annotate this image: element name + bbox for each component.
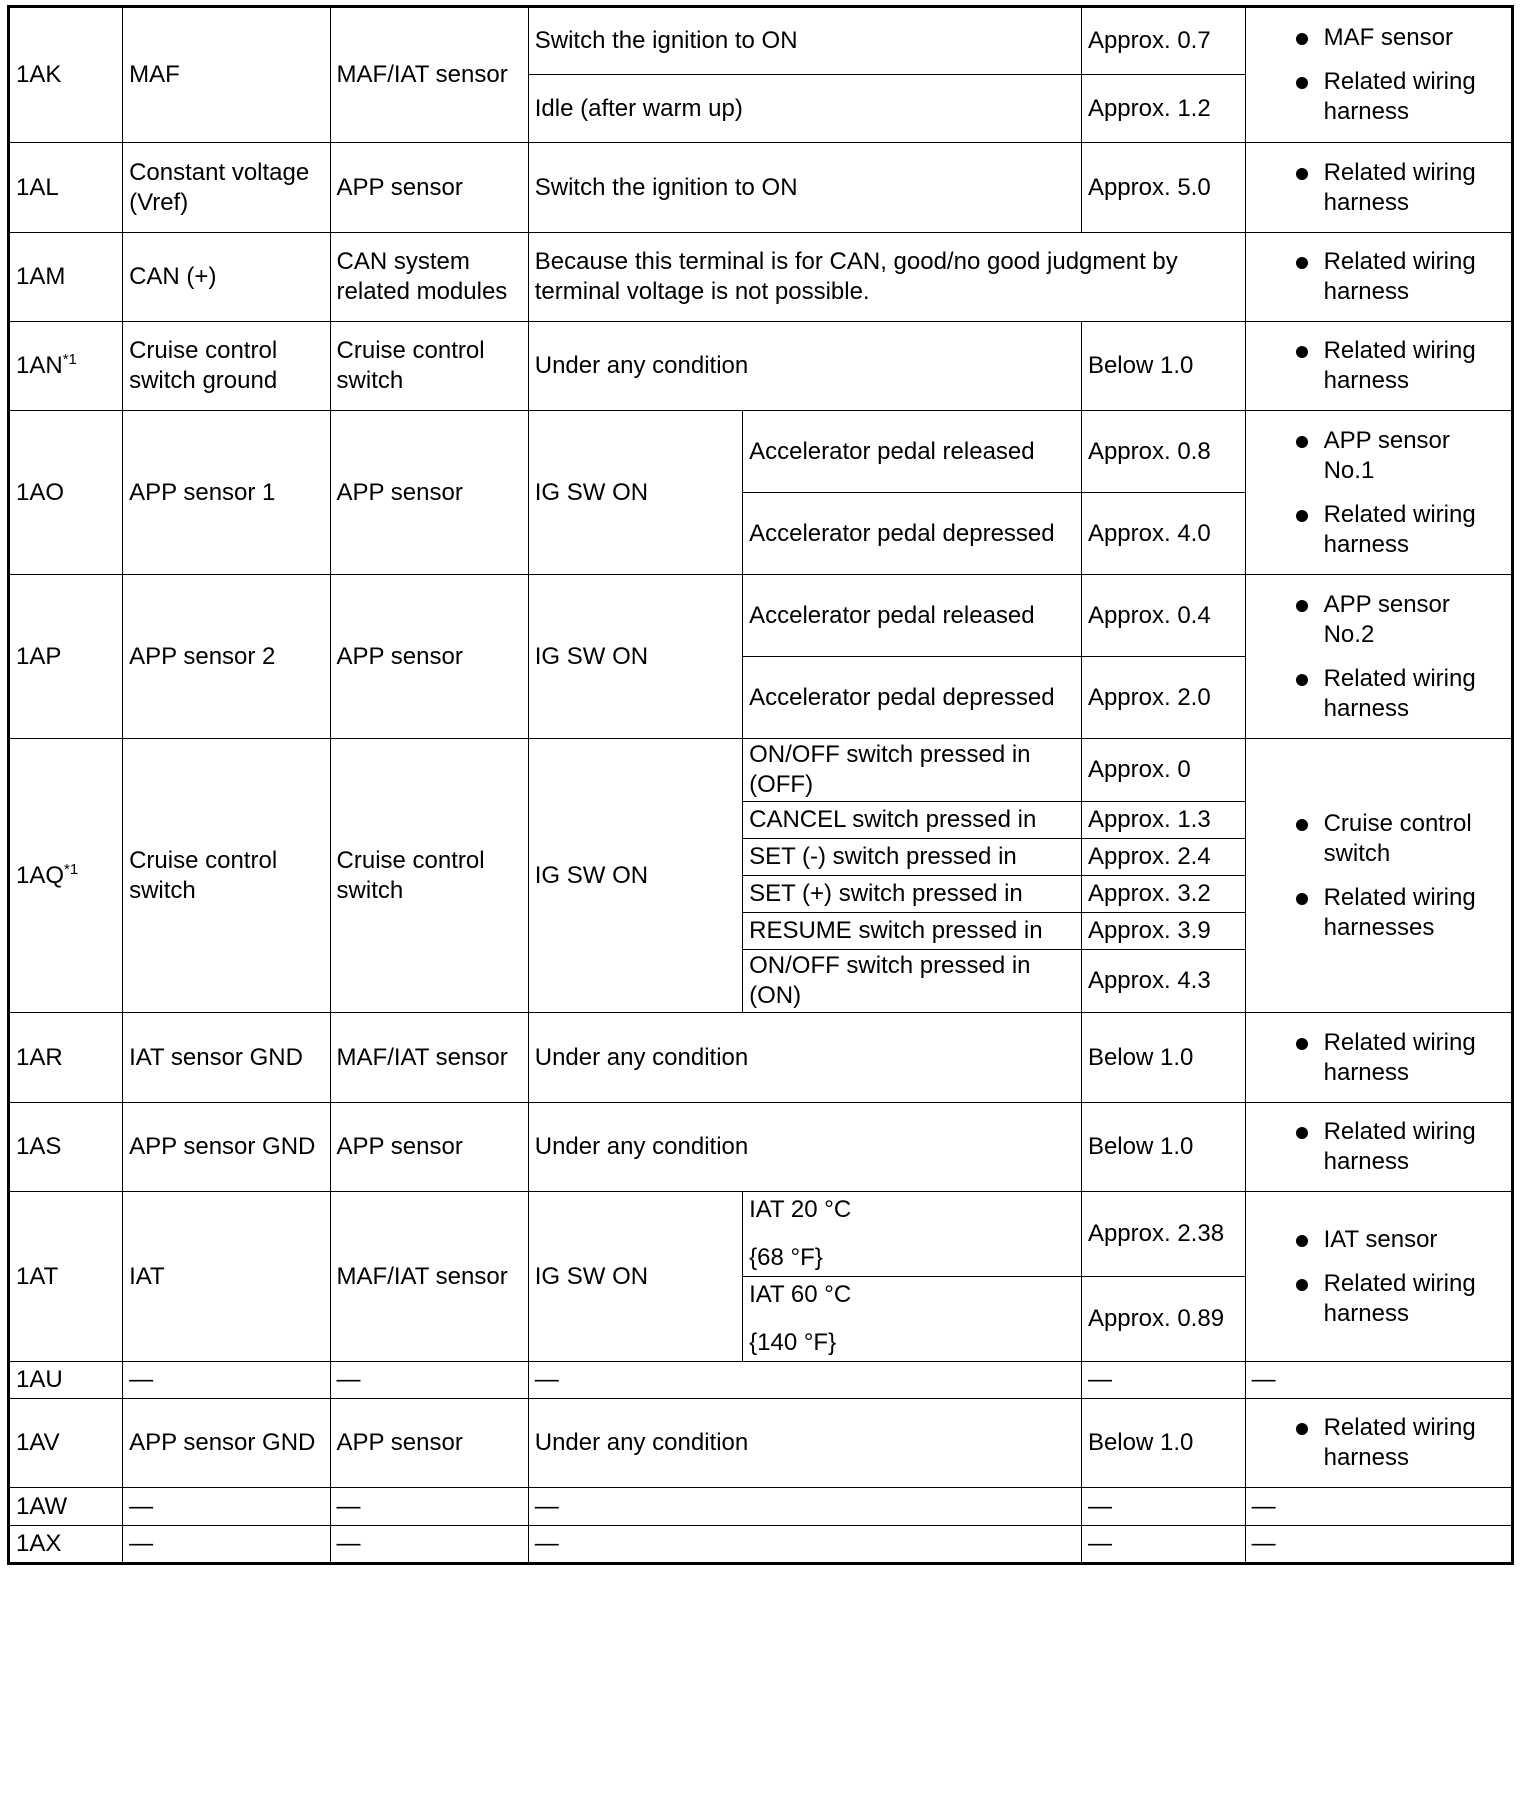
inspection-item-cell bbox=[1245, 1013, 1512, 1103]
footnote-marker: *1 bbox=[62, 351, 77, 368]
terminal-cell: 1AL bbox=[9, 143, 123, 233]
condition-cell: — bbox=[528, 1526, 1081, 1564]
signal-cell: APP sensor GND bbox=[123, 1399, 330, 1488]
bullet-icon bbox=[1296, 257, 1308, 269]
inspection-item-cell bbox=[1245, 322, 1512, 411]
inspection-item-cell bbox=[1245, 739, 1512, 1013]
inspection-item-cell: — bbox=[1245, 1488, 1512, 1526]
connected-to-cell: — bbox=[330, 1526, 528, 1564]
terminal-cell: 1AR bbox=[9, 1013, 123, 1103]
condition-cell: IG SW ON bbox=[528, 411, 742, 575]
sub-condition-cell: Accelerator pedal released bbox=[743, 411, 1082, 493]
terminal-cell: 1AS bbox=[9, 1103, 123, 1192]
bullet-icon bbox=[1296, 168, 1308, 180]
sub-condition-cell: Accelerator pedal released bbox=[743, 575, 1082, 657]
signal-cell: Constant voltage (Vref) bbox=[123, 143, 330, 233]
connected-to-cell: APP sensor bbox=[330, 411, 528, 575]
voltage-cell: Approx. 2.38 bbox=[1081, 1192, 1245, 1277]
voltage-cell: Below 1.0 bbox=[1081, 1103, 1245, 1192]
voltage-cell: Below 1.0 bbox=[1081, 1399, 1245, 1488]
sub-condition-cell: ON/OFF switch pressed in (OFF) bbox=[743, 739, 1082, 802]
inspection-item: Related wiring harness bbox=[1252, 336, 1505, 396]
bullet-icon bbox=[1296, 77, 1308, 89]
voltage-cell: Approx. 0.89 bbox=[1081, 1277, 1245, 1362]
terminal-cell: 1AX bbox=[9, 1526, 123, 1564]
voltage-cell: — bbox=[1081, 1488, 1245, 1526]
terminal-cell: 1AV bbox=[9, 1399, 123, 1488]
bullet-icon bbox=[1296, 600, 1308, 612]
sub-condition-cell: SET (+) switch pressed in bbox=[743, 876, 1082, 913]
inspection-item-cell bbox=[1245, 411, 1512, 575]
terminal-cell: 1AP bbox=[9, 575, 123, 739]
connected-to-cell: APP sensor bbox=[330, 575, 528, 739]
condition-cell: IG SW ON bbox=[528, 739, 742, 1013]
inspection-item-cell bbox=[1245, 1103, 1512, 1192]
signal-cell: IAT sensor GND bbox=[123, 1013, 330, 1103]
inspection-item: Related wiring harness bbox=[1252, 1269, 1505, 1329]
voltage-cell: Approx. 5.0 bbox=[1081, 143, 1245, 233]
voltage-cell: — bbox=[1081, 1526, 1245, 1564]
voltage-cell: Approx. 0 bbox=[1081, 739, 1245, 802]
inspection-item-cell bbox=[1245, 143, 1512, 233]
connected-to-cell: MAF/IAT sensor bbox=[330, 1013, 528, 1103]
connected-to-cell: — bbox=[330, 1488, 528, 1526]
bullet-icon bbox=[1296, 819, 1308, 831]
terminal-cell: 1AQ$^{*1}$ bbox=[9, 739, 123, 1013]
bullet-icon bbox=[1296, 1235, 1308, 1247]
voltage-cell: Approx. 4.0 bbox=[1081, 493, 1245, 575]
voltage-cell: Approx. 3.2 bbox=[1081, 876, 1245, 913]
sub-condition-cell: RESUME switch pressed in bbox=[743, 913, 1082, 950]
connected-to-cell: APP sensor bbox=[330, 1399, 528, 1488]
condition-cell: Switch the ignition to ON bbox=[528, 7, 1081, 75]
voltage-cell: — bbox=[1081, 1362, 1245, 1399]
signal-cell: Cruise control switch bbox=[123, 739, 330, 1013]
sub-condition-cell: IAT 20 °C {68 °F} bbox=[743, 1192, 1082, 1277]
voltage-cell: Below 1.0 bbox=[1081, 1013, 1245, 1103]
terminal-cell: 1AK bbox=[9, 7, 123, 143]
connected-to-cell: CAN system related modules bbox=[330, 233, 528, 322]
terminal-cell: 1AT bbox=[9, 1192, 123, 1362]
sub-condition-cell: ON/OFF switch pressed in (ON) bbox=[743, 950, 1082, 1013]
inspection-item-cell bbox=[1245, 1192, 1512, 1362]
voltage-cell: Approx. 0.4 bbox=[1081, 575, 1245, 657]
voltage-cell: Approx. 1.2 bbox=[1081, 75, 1245, 143]
inspection-item: Related wiring harness bbox=[1252, 1028, 1505, 1088]
signal-cell: APP sensor 1 bbox=[123, 411, 330, 575]
terminal-cell: 1AO bbox=[9, 411, 123, 575]
condition-cell: Under any condition bbox=[528, 1399, 1081, 1488]
voltage-cell: Approx. 0.8 bbox=[1081, 411, 1245, 493]
condition-cell: Under any condition bbox=[528, 1103, 1081, 1192]
connected-to-cell: MAF/IAT sensor bbox=[330, 7, 528, 143]
inspection-item-cell bbox=[1245, 233, 1512, 322]
bullet-icon bbox=[1296, 1038, 1308, 1050]
bullet-icon bbox=[1296, 510, 1308, 522]
inspection-item-cell: — bbox=[1245, 1526, 1512, 1564]
sub-condition-cell: Accelerator pedal depressed bbox=[743, 493, 1082, 575]
inspection-item-cell bbox=[1245, 7, 1512, 143]
terminal-cell: 1AN$^{*1}$ bbox=[9, 322, 123, 411]
bullet-icon bbox=[1296, 436, 1308, 448]
condition-cell: — bbox=[528, 1362, 1081, 1399]
inspection-item: Related wiring harnesses bbox=[1252, 883, 1505, 943]
signal-cell: APP sensor 2 bbox=[123, 575, 330, 739]
connected-to-cell: MAF/IAT sensor bbox=[330, 1192, 528, 1362]
inspection-item: Related wiring harness bbox=[1252, 500, 1505, 560]
condition-cell: Because this terminal is for CAN, good/no good judgment by terminal voltage is not possible. bbox=[528, 233, 1245, 322]
bullet-icon bbox=[1296, 1127, 1308, 1139]
voltage-cell: Approx. 3.9 bbox=[1081, 913, 1245, 950]
inspection-item: Related wiring harness bbox=[1252, 1413, 1505, 1473]
bullet-icon bbox=[1296, 33, 1308, 45]
terminal-cell: 1AU bbox=[9, 1362, 123, 1399]
voltage-cell: Approx. 4.3 bbox=[1081, 950, 1245, 1013]
inspection-item: IAT sensor bbox=[1252, 1225, 1505, 1255]
inspection-item: Related wiring harness bbox=[1252, 1117, 1505, 1177]
sub-condition-cell: SET (-) switch pressed in bbox=[743, 839, 1082, 876]
voltage-cell: Below 1.0 bbox=[1081, 322, 1245, 411]
sub-condition-cell: Accelerator pedal depressed bbox=[743, 657, 1082, 739]
connected-to-cell: APP sensor bbox=[330, 1103, 528, 1192]
inspection-item: Related wiring harness bbox=[1252, 158, 1505, 218]
condition-cell: Idle (after warm up) bbox=[528, 75, 1081, 143]
inspection-item: MAF sensor bbox=[1252, 23, 1505, 53]
condition-cell: Under any condition bbox=[528, 322, 1081, 411]
signal-cell: IAT bbox=[123, 1192, 330, 1362]
inspection-item: APP sensor No.2 bbox=[1252, 590, 1505, 650]
terminal-cell: 1AM bbox=[9, 233, 123, 322]
bullet-icon bbox=[1296, 1279, 1308, 1291]
inspection-item-cell: — bbox=[1245, 1362, 1512, 1399]
footnote-marker: *1 bbox=[64, 860, 79, 878]
signal-cell: CAN (+) bbox=[123, 233, 330, 322]
inspection-item-cell bbox=[1245, 1399, 1512, 1488]
bullet-icon bbox=[1296, 1423, 1308, 1435]
inspection-item: Related wiring harness bbox=[1252, 247, 1505, 307]
sub-condition-cell: CANCEL switch pressed in bbox=[743, 802, 1082, 839]
bullet-icon bbox=[1296, 346, 1308, 358]
connected-to-cell: APP sensor bbox=[330, 143, 528, 233]
voltage-cell: Approx. 0.7 bbox=[1081, 7, 1245, 75]
inspection-item: Related wiring harness bbox=[1252, 67, 1505, 127]
terminal-voltage-table bbox=[7, 5, 1514, 1565]
signal-cell: Cruise control switch ground bbox=[123, 322, 330, 411]
bullet-icon bbox=[1296, 893, 1308, 905]
connected-to-cell: Cruise control switch bbox=[330, 322, 528, 411]
condition-cell: — bbox=[528, 1488, 1081, 1526]
inspection-item: Related wiring harness bbox=[1252, 664, 1505, 724]
inspection-item: Cruise control switch bbox=[1252, 809, 1505, 869]
connected-to-cell: — bbox=[330, 1362, 528, 1399]
connected-to-cell: Cruise control switch bbox=[330, 739, 528, 1013]
condition-cell: Switch the ignition to ON bbox=[528, 143, 1081, 233]
inspection-item-cell bbox=[1245, 575, 1512, 739]
condition-cell: IG SW ON bbox=[528, 1192, 742, 1362]
signal-cell: — bbox=[123, 1362, 330, 1399]
inspection-item: APP sensor No.1 bbox=[1252, 426, 1505, 486]
signal-cell: — bbox=[123, 1488, 330, 1526]
pcm-terminal-table bbox=[7, 5, 1514, 1565]
voltage-cell: Approx. 1.3 bbox=[1081, 802, 1245, 839]
signal-cell: — bbox=[123, 1526, 330, 1564]
voltage-cell: Approx. 2.0 bbox=[1081, 657, 1245, 739]
signal-cell: MAF bbox=[123, 7, 330, 143]
voltage-cell: Approx. 2.4 bbox=[1081, 839, 1245, 876]
condition-cell: Under any condition bbox=[528, 1013, 1081, 1103]
signal-cell: APP sensor GND bbox=[123, 1103, 330, 1192]
sub-condition-cell: IAT 60 °C {140 °F} bbox=[743, 1277, 1082, 1362]
condition-cell: IG SW ON bbox=[528, 575, 742, 739]
bullet-icon bbox=[1296, 674, 1308, 686]
terminal-cell: 1AW bbox=[9, 1488, 123, 1526]
